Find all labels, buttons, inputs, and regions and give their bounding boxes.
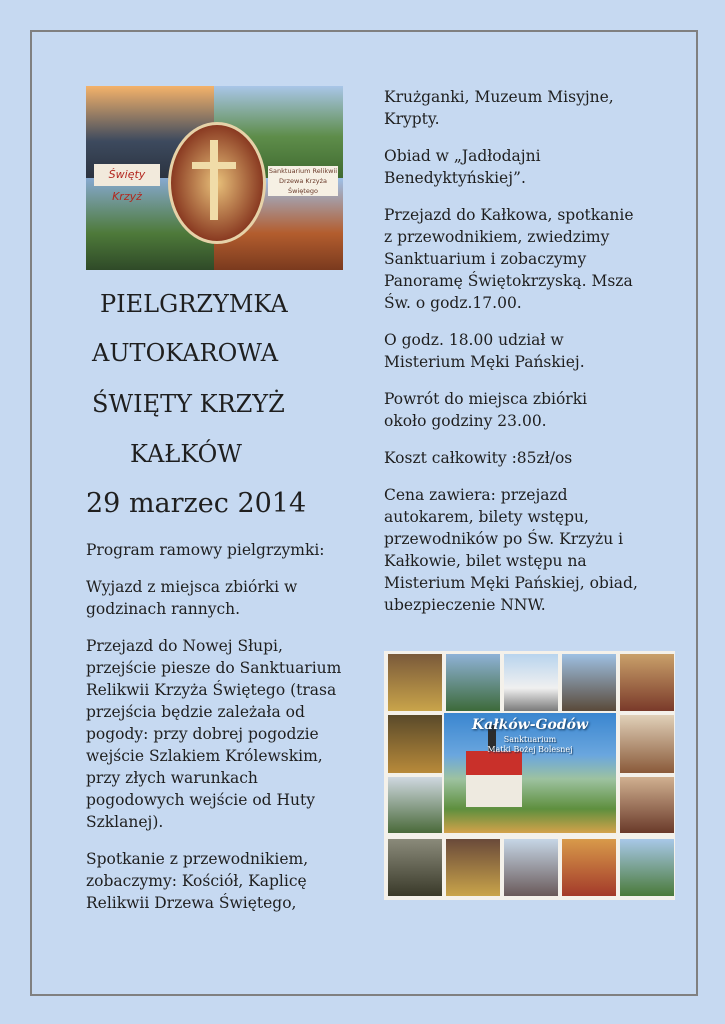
event-date: 29 marzec 2014 [86,488,307,519]
photo-tile [388,839,442,896]
title-line-2: AUTOKAROWA [92,339,279,367]
swiety-krzyz-postcard-image [86,86,343,270]
program-heading: Program ramowy pielgrzymki: [86,541,325,559]
photo-tile [620,715,674,773]
program-paragraph: Spotkanie z przewodnikiem, zobaczymy: Kościół, Kaplicę Relikwii Drzewa Świętego, [86,850,309,912]
photo-tile [620,654,674,711]
program-paragraph: Przejazd do Kałkowa, spotkanie z przewodnikiem, zwiedzimy Sanktuarium i zobaczymy Panoramę Świętokrzyską. Msza Św. o godz.17.00. [384,206,634,312]
photo-tile [504,839,558,896]
photo-tile [562,654,616,711]
price-text: Koszt całkowity :85zł/os [384,449,573,467]
church-building [466,775,522,807]
photo-tile [620,839,674,896]
postcard-sublabel: Sanktuarium Relikwii Drzewa Krzyża Świętego [268,167,338,195]
postcard-subtitle: Sanktuarium Matki Bożej Bolesnej [487,735,573,754]
photo-tile [620,777,674,833]
photo-tile [446,839,500,896]
program-paragraph: Przejazd do Nowej Słupi, przejście piesze do Sanktuarium Relikwii Krzyża Świętego (trasa przejścia będzie zależała od pogody: przy dobrej pogodzie wejście Szlakiem Królewskim, przy złych warunkach pogodowych wejście od Huty Szklanej). [86,637,342,831]
right-column [384,86,684,631]
photo-tile [446,654,500,711]
title-line-4: KAŁKÓW [130,440,242,468]
left-column [86,539,356,929]
postcard-title: Kałków-Godów [472,717,588,733]
program-paragraph: Wyjazd z miejsca zbiórki w godzinach rannych. [86,578,298,618]
photo-tile [562,839,616,896]
program-paragraph: O godz. 18.00 udział w Misterium Męki Pańskiej. [384,331,585,371]
program-paragraph: Obiad w „Jadłodajni Benedyktyńskiej”. [384,147,541,187]
postcard-label: Święty Krzyż [94,164,160,186]
title-line-1: PIELGRZYMKA [100,290,288,318]
price-includes-text: Cena zawiera: przejazd autokarem, bilety wstępu, przewodników po Św. Krzyżu i Kałkowie, bilet wstępu na Misterium Męki Pańskiej, obiad, ubezpieczenie NNW. [384,486,638,614]
photo-tile [388,654,442,711]
title-line-3: ŚWIĘTY KRZYŻ [92,390,285,418]
photo-tile [388,777,442,833]
cross-icon [210,140,218,220]
photo-tile [504,654,558,711]
photo-tile [388,715,442,773]
kalkow-godow-postcard-image [384,651,675,900]
program-paragraph: Powrót do miejsca zbiórki około godziny 23.00. [384,390,588,430]
program-paragraph: Krużganki, Muzeum Misyjne, Krypty. [384,88,614,128]
